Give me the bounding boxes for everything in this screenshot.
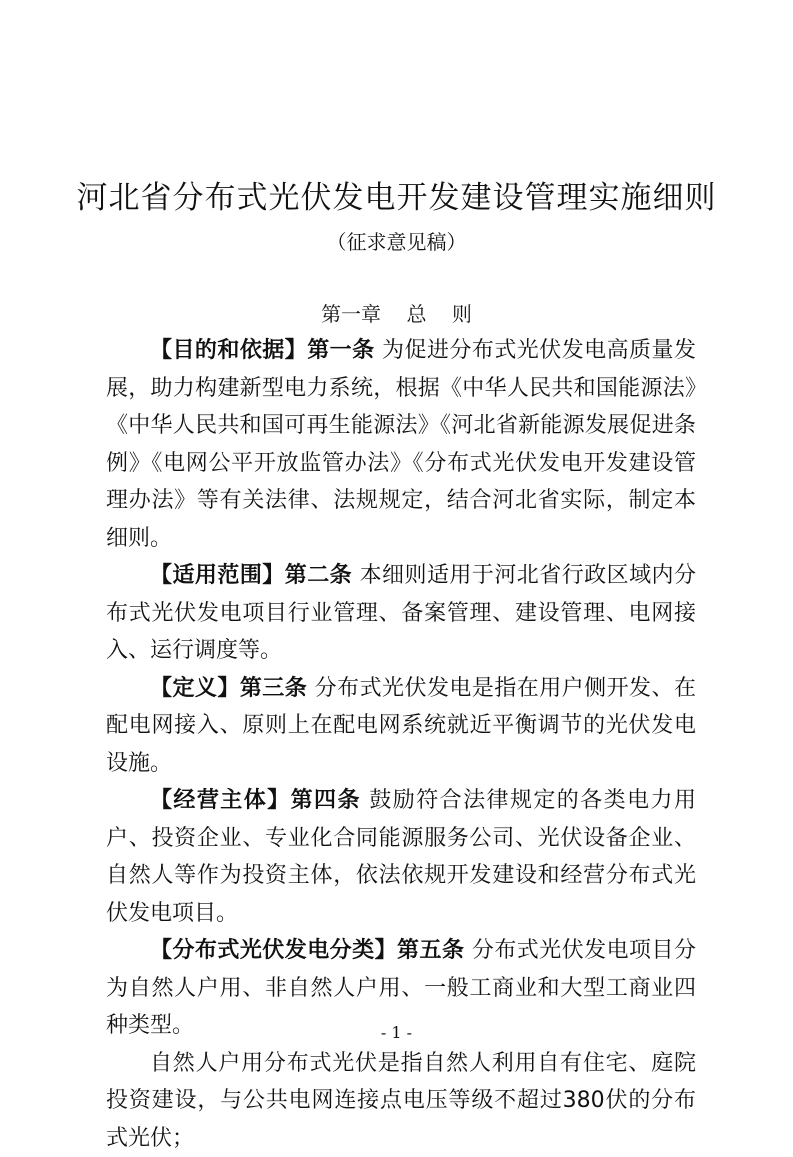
article-paragraph	[106, 1045, 696, 1157]
article-paragraph	[106, 670, 696, 783]
article-paragraph	[106, 782, 696, 932]
document-subtitle: （征求意见稿）	[0, 226, 793, 255]
article-heading: 【目的和依据】第一条	[150, 338, 375, 363]
article-text: 自然人户用分布式光伏是指自然人利用自有住宅、庭院投资建设，与公共电网连接点电压等级不超过380伏的分布式光伏；	[106, 1051, 696, 1151]
article-paragraph	[106, 332, 696, 557]
article-heading: 【分布式光伏发电分类】第五条	[150, 938, 464, 963]
article-heading: 【适用范围】第二条	[150, 563, 352, 588]
chapter-heading: 第一章 总 则	[0, 298, 793, 327]
article-text: 分布式光伏发电是指在用户侧开发、在配电网接入、原则上在配电网系统就近平衡调节的光伏发电设施。	[106, 676, 696, 776]
page-number: - 1 -	[0, 1023, 793, 1042]
document-title: 河北省分布式光伏发电开发建设管理实施细则	[0, 172, 793, 217]
article-heading: 【经营主体】第四条	[150, 788, 361, 813]
article-heading: 【定义】第三条	[150, 676, 307, 701]
article-text: 为促进分布式光伏发电高质量发展，助力构建新型电力系统，根据《中华人民共和国能源法》《中华人民共和国可再生能源法》《河北省新能源发展促进条例》《电网公平开放监管办法》《分布式光伏发电开发建设管理办法》等有关法律、法规规定，结合河北省实际，制定本细则。	[106, 338, 696, 551]
article-text: 鼓励符合法律规定的各类电力用户、投资企业、专业化合同能源服务公司、光伏设备企业、自然人等作为投资主体，依法依规开发建设和经营分布式光伏发电项目。	[106, 788, 696, 926]
article-text: 分布式光伏发电项目分为自然人户用、非自然人户用、一般工商业和大型工商业四种类型。	[106, 938, 696, 1038]
article-paragraph	[106, 557, 696, 670]
article-text: 本细则适用于河北省行政区域内分布式光伏发电项目行业管理、备案管理、建设管理、电网接入、运行调度等。	[106, 563, 696, 663]
